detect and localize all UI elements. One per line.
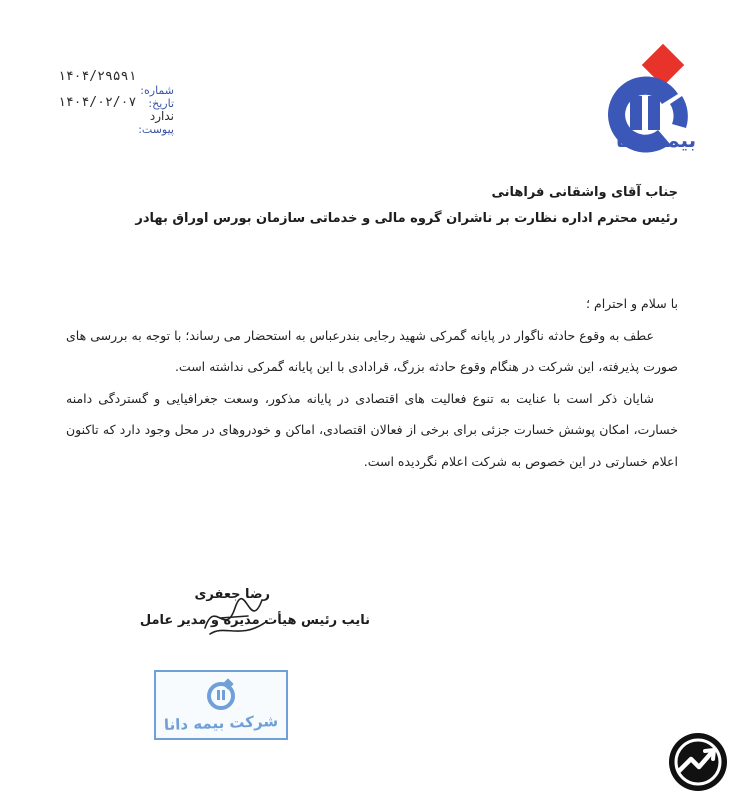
- letter-date-label: تاریخ:: [148, 97, 174, 110]
- signatory-title: نایب رئیس هیأت مدیره و مدیر عامل: [139, 613, 370, 628]
- attachment-value: ندارد: [149, 109, 174, 123]
- stamp-logo-icon: [204, 678, 238, 712]
- body-paragraph-1: عطف به وقوع حادثه ناگوار در پایانه گمرکی شهید رجایی بندرعباس به استحضار می رساند؛ با توجه به بررسی های صورت پذیرفته، این شرکت در هنگام وقوع حادثه بزرگ، قرادادی با این پایانه گمرکی نداشته است.: [66, 327, 678, 374]
- company-stamp: [154, 670, 288, 740]
- attachment-label: پیوست:: [138, 123, 174, 136]
- trend-watermark-icon: [667, 731, 729, 793]
- addressee-position: رئیس محترم اداره نظارت بر ناشران گروه مالی و خدماتی سازمان بورس اوراق بهادر: [135, 211, 678, 226]
- letter-number-value: ۱۴۰۴/۲۹۵۹۱: [58, 69, 137, 84]
- letter-number-label: شماره:: [140, 84, 174, 97]
- letter-body: [66, 288, 678, 477]
- addressee-name: جناب آقای واشقانی فراهانی: [491, 185, 678, 200]
- logo-text: بیمه دانا: [615, 128, 697, 152]
- addressee-block: [78, 180, 678, 232]
- stamp-text: شرکت بیمه دانا: [163, 712, 279, 734]
- meta-labels: [104, 84, 174, 136]
- handwritten-signature-icon: [200, 588, 270, 646]
- letter-date-value: ۱۴۰۴/۰۲/۰۷: [58, 95, 137, 110]
- body-paragraph-2: شایان ذکر است با عنایت به تنوع فعالیت های اقتصادی در پایانه مذکور، وسعت جغرافیایی و گستردگی دامنه خسارت، امکان پوشش خسارت جزئی برای برخی از فعالان اقتصادی، اماکن و خودروهای در محل وجود دارد که تاکنون اعلام خسارتی در این خصوص به شرکت اعلام نگردیده است.: [66, 390, 678, 469]
- signatory-name: رضا جعفری: [194, 587, 270, 602]
- greeting: با سلام و احترام ؛: [586, 296, 678, 311]
